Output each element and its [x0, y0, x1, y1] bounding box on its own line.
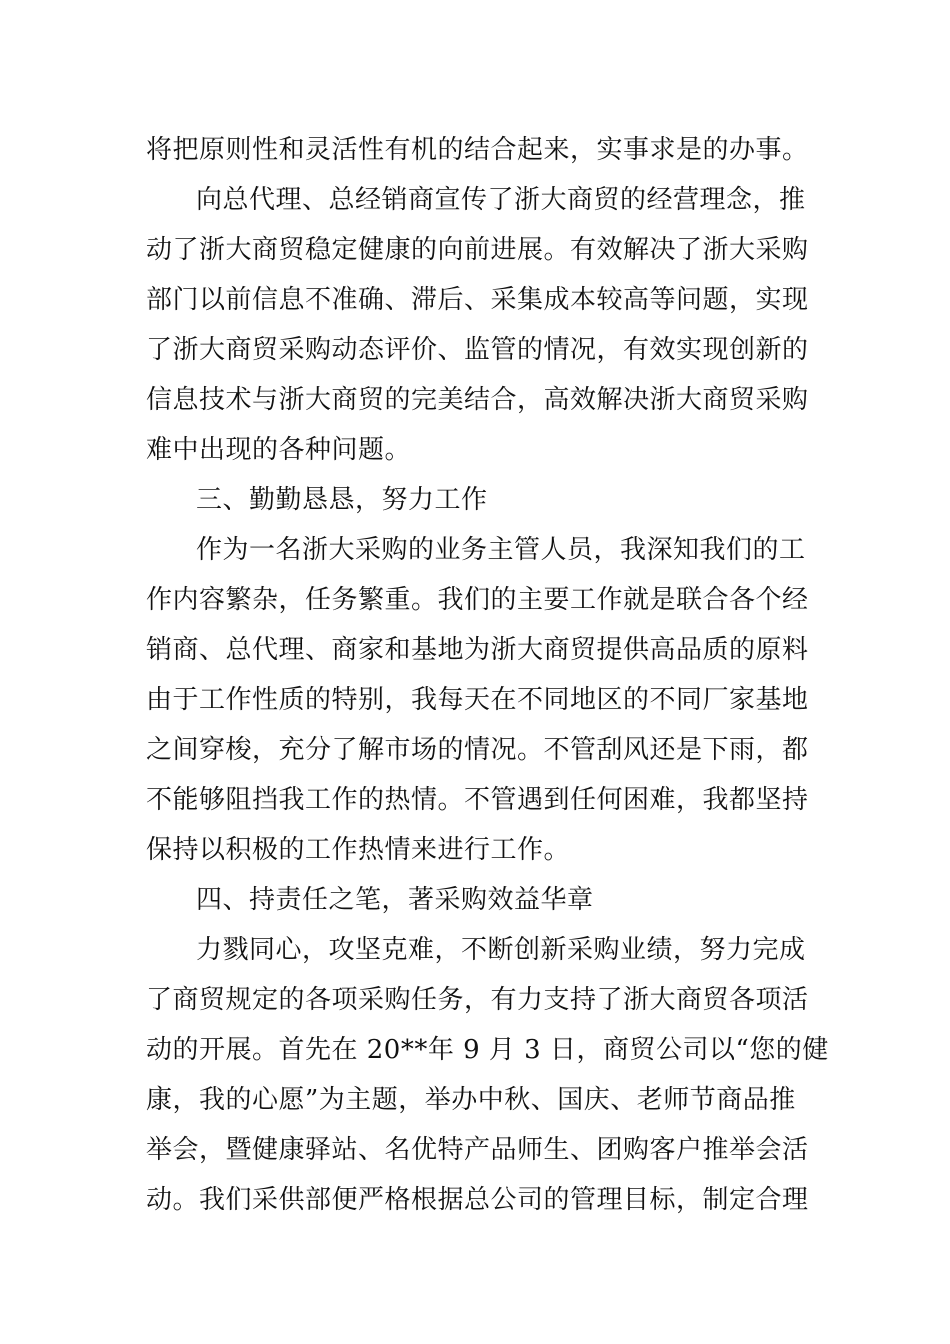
text-line: 不能够阻挡我工作的热情。不管遇到任何困难，我都坚持: [146, 785, 809, 815]
text-line: 了浙大商贸采购动态评价、监管的情况，有效实现创新的: [146, 335, 809, 365]
text-line: 难中出现的各种问题。: [146, 435, 412, 465]
text-line: 举会，暨健康驿站、名优特产品师生、团购客户推举会活: [146, 1135, 809, 1165]
paragraph-start-line: 力戮同心，攻坚克难，不断创新采购业绩，努力完成: [196, 935, 806, 965]
section-heading-4: 四、持责任之笔，著采购效益华章: [196, 885, 594, 915]
text-line: 销商、总代理、商家和基地为浙大商贸提供高品质的原料: [146, 635, 809, 665]
text-line: 保持以积极的工作热情来进行工作。: [146, 835, 571, 865]
section-heading-3: 三、勤勤恳恳，努力工作: [196, 485, 488, 515]
paragraph-start-line: 向总代理、总经销商宣传了浙大商贸的经营理念，推: [196, 185, 806, 215]
text-line: 动。我们采供部便严格根据总公司的管理目标，制定合理: [146, 1185, 809, 1215]
text-line: 部门以前信息不准确、滞后、采集成本较高等问题，实现: [146, 285, 809, 315]
text-line: 了商贸规定的各项采购任务，有力支持了浙大商贸各项活: [146, 985, 809, 1015]
text-line: 动了浙大商贸稳定健康的向前进展。有效解决了浙大采购: [146, 235, 809, 265]
text-line: 由于工作性质的特别，我每天在不同地区的不同厂家基地: [146, 685, 809, 715]
text-line: 动的开展。首先在 20**年 9 月 3 日，商贸公司以“您的健: [146, 1035, 829, 1065]
text-line: 作内容繁杂，任务繁重。我们的主要工作就是联合各个经: [146, 585, 809, 615]
text-line: 将把原则性和灵活性有机的结合起来，实事求是的办事。: [146, 135, 809, 165]
text-line: 康，我的心愿”为主题，举办中秋、国庆、老师节商品推: [146, 1085, 796, 1115]
paragraph-start-line: 作为一名浙大采购的业务主管人员，我深知我们的工: [196, 535, 806, 565]
text-line: 之间穿梭，充分了解市场的情况。不管刮风还是下雨，都: [146, 735, 809, 765]
text-line: 信息技术与浙大商贸的完美结合，高效解决浙大商贸采购: [146, 385, 809, 415]
